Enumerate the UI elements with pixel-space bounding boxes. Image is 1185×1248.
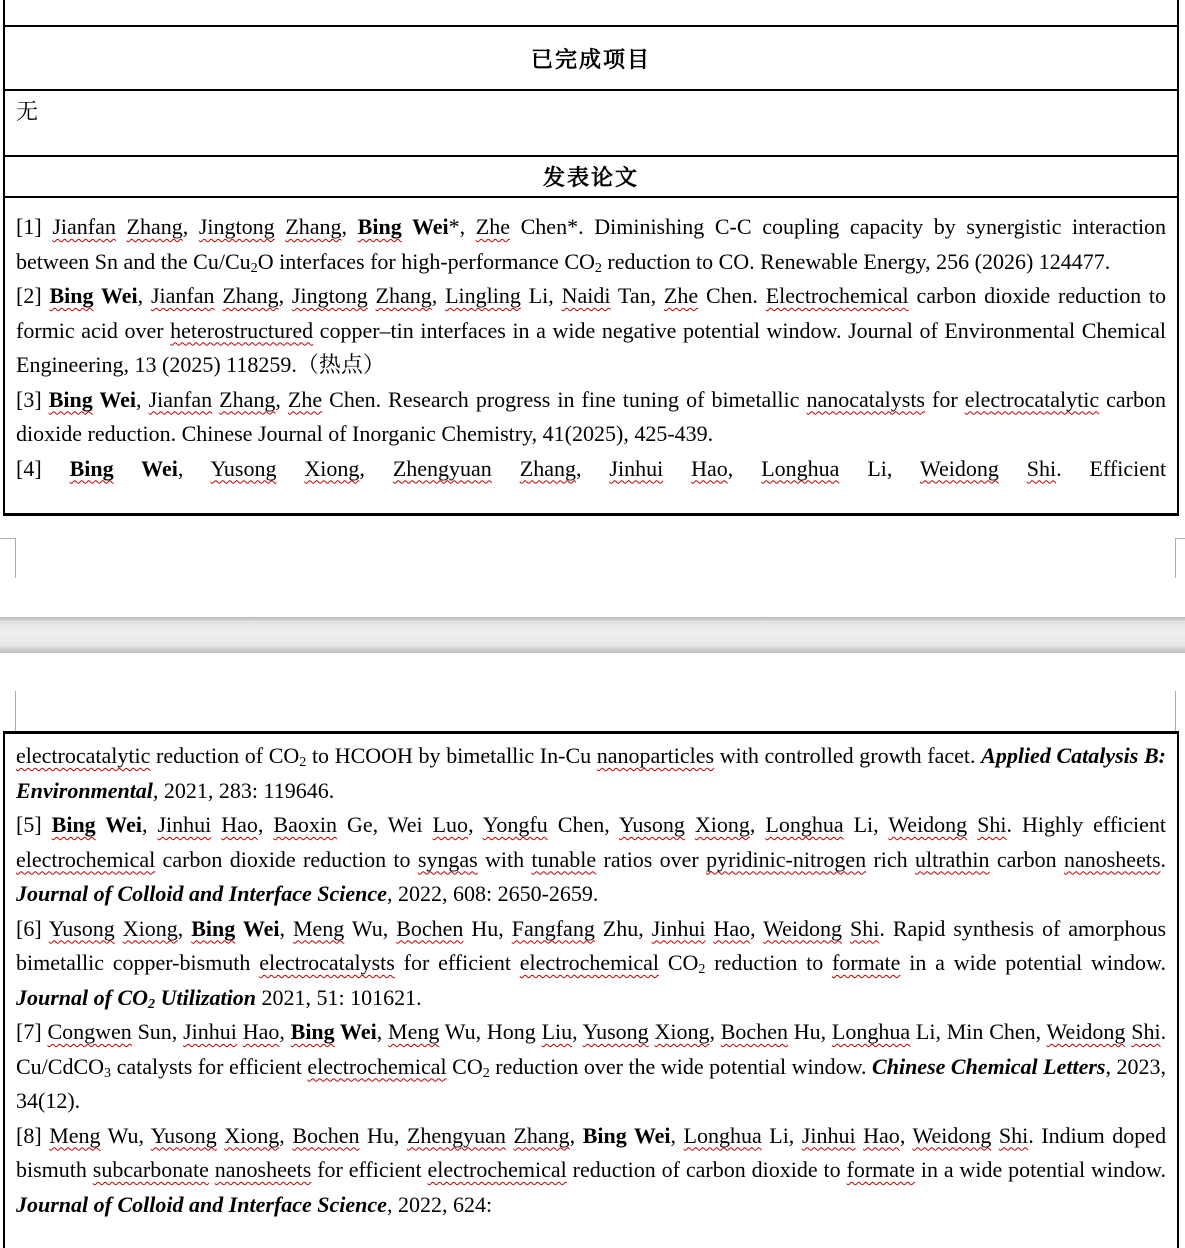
publication-entry-6: [6] Yusong Xiong, Bing Wei, Meng Wu, Bochen Hu, Fangfang Zhu, Jinhui Hao, Weidong Shi. Rapid synthesis of amorphous bimetallic copper-bismuth electrocatalysts for efficient electrochemical $CO_2$ reduction to formate in a wide potential window. Journal of $CO_2$ Utilization 2021, 51: 101621. — [16, 915, 1167, 1012]
crop-mark-bottom-left-h — [0, 538, 16, 539]
crop-mark-top-left-v — [15, 691, 16, 731]
empty-row — [5, 0, 1177, 25]
publications-list-page1 — [5, 196, 1177, 513]
crop-mark-bottom-right-h — [1175, 538, 1185, 539]
publications-header: 发表论文 — [5, 155, 1177, 196]
publication-entry-3: [3] Bing Wei, Jianfan Zhang, Zhe Chen. Research progress in fine tuning of bimetallic nanocatalysts for electrocatalytic carbon dioxide reduction. Chinese Journal of Inorganic Chemistry, 41(2025), 425-439. — [16, 386, 1167, 446]
publication-entry-1: [1] Jianfan Zhang, Jingtong Zhang, Bing Wei*, Zhe Chen*. Diminishing C-C coupling capacity by synergistic interaction between Sn and the $Cu/Cu_2O$ interfaces for high-performance $CO_2$ reduction to CO. Renewable Energy, 256 (2026) 124477. — [16, 214, 1167, 276]
cv-table-page2 — [3, 731, 1179, 1248]
publication-entry-5: [5] Bing Wei, Jinhui Hao, Baoxin Ge, Wei Luo, Yongfu Chen, Yusong Xiong, Longhua Li, Weidong Shi. Highly efficient electrochemical carbon dioxide reduction to syngas with tunable ratios over pyridinic-nitrogen rich ultrathin carbon nanosheets. Journal of Colloid and Interface Science, 2022, 608: 2650-2659. — [16, 812, 1167, 906]
completed-projects-header: 已完成项目 — [5, 25, 1177, 89]
publication-entry-4: [4] Bing Wei, Yusong Xiong, Zhengyuan Zhang, Jinhui Hao, Longhua Li, Weidong Shi. Efficient — [16, 455, 1167, 481]
publication-entry-8: [8] Meng Wu, Yusong Xiong, Bochen Hu, Zhengyuan Zhang, Bing Wei, Longhua Li, Jinhui Hao, Weidong Shi. Indium doped bismuth subcarbonate nanosheets for efficient electrochemical reduction of carbon dioxide to formate in a wide potential window. Journal of Colloid and Interface Science, 2022, 624: — [16, 1122, 1167, 1217]
crop-mark-bottom-right-v — [1175, 538, 1176, 578]
publication-entry-2: [2] Bing Wei, Jianfan Zhang, Jingtong Zhang, Lingling Li, Naidi Tan, Zhe Chen. Electrochemical carbon dioxide reduction to formic acid over heterostructured copper–tin interfaces in a wide negative potential window. Journal of Environmental Chemical Engineering, 13 (2025) 118259.（热点） — [16, 283, 1167, 377]
crop-mark-top-right-v — [1175, 691, 1176, 731]
crop-mark-bottom-left-v — [15, 538, 16, 578]
publication-entry-4-continued: electrocatalytic reduction of $CO_2$ to HCOOH by bimetallic In-Cu nanoparticles with controlled growth facet. Applied Catalysis B: Environmental, 2021, 283: 119646. — [16, 743, 1166, 803]
page-gap-band[interactable] — [0, 617, 1185, 653]
cv-table-page1 — [3, 0, 1179, 516]
completed-projects-content: 无 — [5, 89, 1177, 155]
publication-entry-7: [7] Congwen Sun, Jinhui Hao, Bing Wei, Meng Wu, Hong Liu, Yusong Xiong, Bochen Hu, Longhua Li, Min Chen, Weidong Shi. Cu/CdCO$_3$ catalysts for efficient electrochemical $CO_2$ reduction over the wide potential window. Chinese Chemical Letters, 2023, 34(12). — [16, 1019, 1167, 1113]
